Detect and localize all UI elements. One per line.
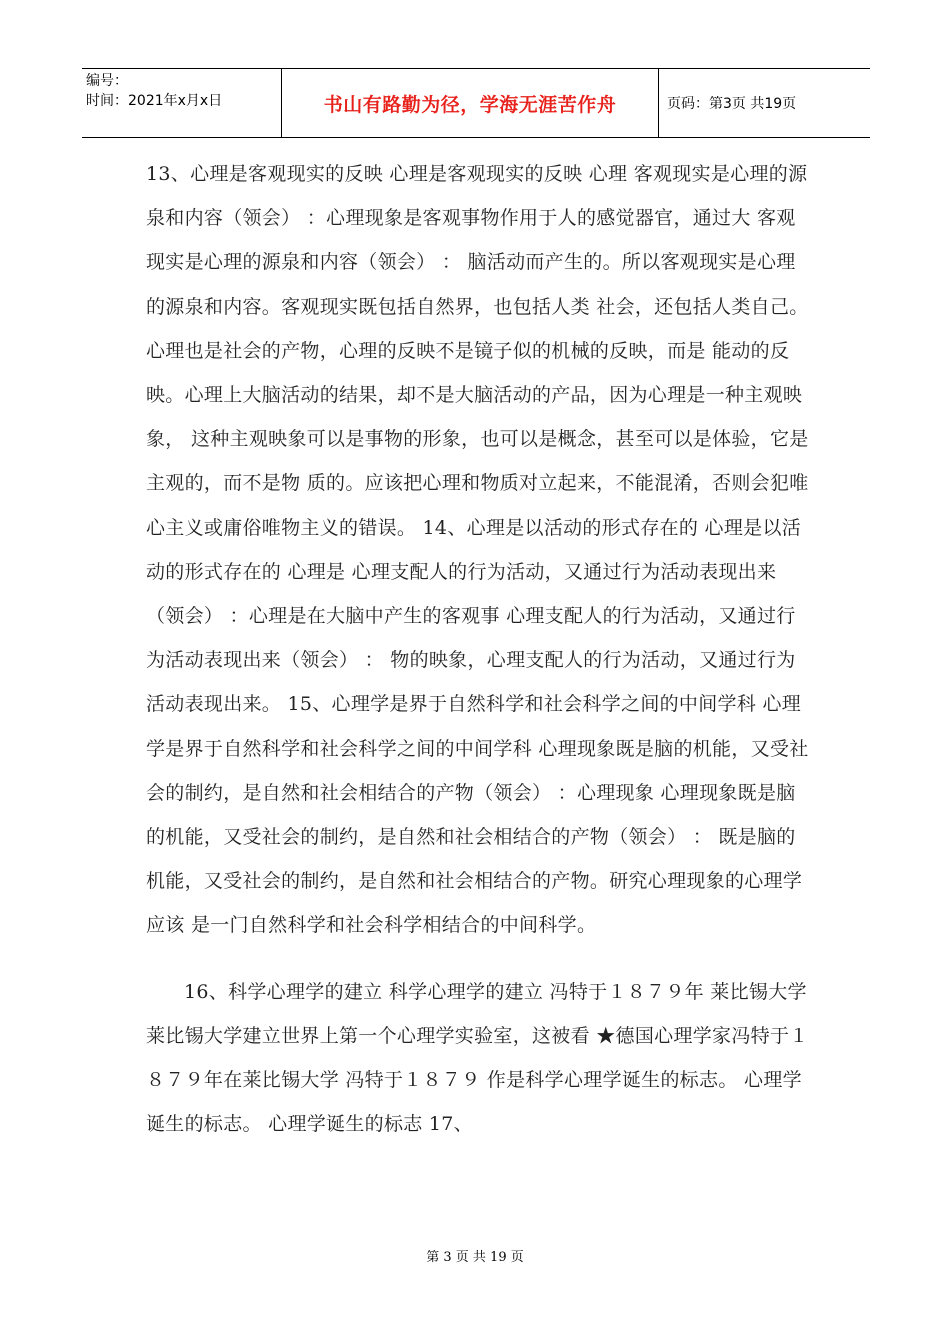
paragraph-1: 13、心理是客观现实的反映 心理是客观现实的反映 心理 客观现实是心理的源泉和内容（领会） ：心理现象是客观事物作用于人的感觉器官，通过大 客观现实是心理的源泉和内容（领会） ： 脑活动而产生的。所以客观现实是心理的源泉和内容。客观现实既包括自然界，也包括人类 社会，还包括人类自己。心理也是社会的产物，心理的反映不是镜子似的机械的反映，而是 能动的反映。心理上大脑活动的结果，却不是大脑活动的产品，因为心理是一种主观映象， 这种主观映象可以是事物的形象，也可以是概念，甚至可以是体验，它是主观的，而不是物 质的。应该把心理和物质对立起来，不能混淆，否则会犯唯心主义或庸俗唯物主义的错误。 14、心理是以活动的形式存在的 心理是以活动的形式存在的 心理是 心理支配人的行为活动，又通过行为活动表现出来（领会） ：心理是在大脑中产生的客观事 心理支配人的行为活动，又通过行为活动表现出来（领会） ： 物的映象，心理支配人的行为活动，又通过行为活动表现出来。 15、心理学是界于自然科学和社会科学之间的中间学科 心理学是界于自然科学和社会科学之间的中间学科 心理现象既是脑的机能，又受社会的制约，是自然和社会相结合的产物（领会） ：心理现象 心理现象既是脑的机能，又受社会的制约，是自然和社会相结合的产物（领会） ： 既是脑的机能，又受社会的制约，是自然和社会相结合的产物。研究心理现象的心理学应该 是一门自然科学和社会科学相结合的中间科学。 <box>146 163 809 937</box>
document-body <box>146 152 810 1146</box>
header-meta <box>82 69 282 137</box>
number-label: 编号： <box>86 73 128 89</box>
time-label: 时间：2021年x月x日 <box>86 93 223 109</box>
header-motto: 书山有路勤为径，学海无涯苦作舟 <box>282 69 659 137</box>
header-page-info: 页码：第3页 共19页 <box>667 96 797 112</box>
page-footer: 第 3 页 共 19 页 <box>426 1250 524 1265</box>
page-header <box>82 68 870 138</box>
paragraph-2: 16、科学心理学的建立 科学心理学的建立 冯特于１８７９年 莱比锡大学 莱比锡大学建立世界上第一个心理学实验室，这被看 ★德国心理学家冯特于１８７９年在莱比锡大学 冯特于１８７９ 作是科学心理学诞生的标志。 心理学诞生的标志。 心理学诞生的标志 17、 <box>146 980 809 1136</box>
